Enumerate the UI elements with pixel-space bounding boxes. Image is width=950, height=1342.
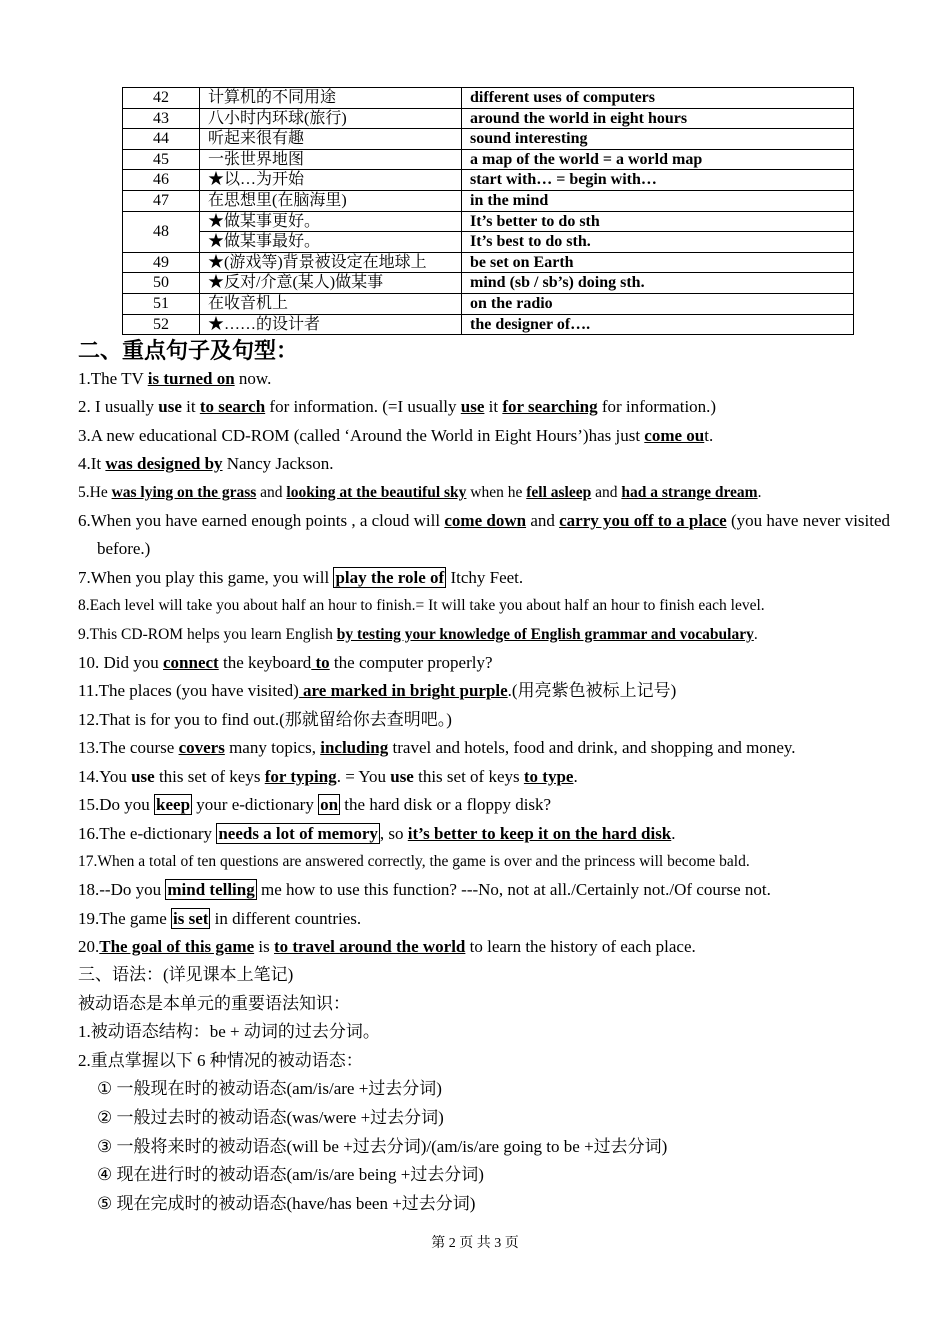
- sentence-text: 5.He: [78, 483, 112, 501]
- list-item: [78, 479, 913, 507]
- list-item: [78, 564, 913, 592]
- grammar-section: [78, 961, 913, 1218]
- table-row: [123, 252, 854, 273]
- sentence-text: 16.The e-dictionary: [78, 823, 217, 843]
- sentence-text: 1.The TV: [78, 369, 148, 388]
- key-word: use: [390, 766, 414, 786]
- sentence-text: is: [254, 937, 274, 957]
- key-phrase: looking at the beautiful sky: [286, 483, 467, 501]
- key-phrase: for typing: [264, 766, 337, 786]
- boxed-phrase: needs a lot of memory: [218, 823, 378, 843]
- sentence-text: the hard disk or a floppy disk?: [340, 795, 552, 815]
- list-item: [78, 933, 913, 961]
- sentence-text: 13.The course: [78, 738, 179, 758]
- sentence-text: t.: [704, 425, 714, 445]
- key-phrase: to search: [199, 397, 266, 417]
- table-row: [123, 149, 854, 170]
- sentence-text: (you have never visited before.): [97, 511, 891, 559]
- boxed-phrase: mind telling: [167, 880, 255, 900]
- sentence-text: it: [181, 397, 200, 417]
- sentence-text: for information. (=I usually: [265, 397, 461, 417]
- key-phrase: it’s better to keep it on the hard disk: [407, 823, 672, 843]
- row-number: 49: [123, 252, 200, 273]
- sentence-text: to learn the history of each place.: [465, 937, 696, 957]
- sentence-text: Itchy Feet.: [446, 567, 524, 587]
- chinese-phrase: ★(游戏等)背景被设定在地球上: [200, 252, 462, 273]
- row-number: 52: [123, 314, 200, 335]
- sentence-text: .(用亮紫色被标上记号): [507, 681, 677, 701]
- row-number: 46: [123, 170, 200, 191]
- vocab-table: [122, 87, 854, 335]
- english-phrase: be set on Earth: [462, 252, 854, 273]
- table-row: [123, 190, 854, 211]
- table-row: [123, 170, 854, 191]
- sentence-text: .: [753, 625, 758, 643]
- key-phrase: is turned on: [147, 369, 235, 388]
- list-item: [78, 393, 913, 421]
- boxed-phrase: on: [320, 795, 339, 815]
- key-sentences-list: [78, 365, 913, 962]
- sentence-text: 18.--Do you: [78, 880, 166, 900]
- key-phrase: including: [320, 738, 389, 758]
- boxed-phrase: play the role of: [335, 567, 445, 587]
- key-word: use: [131, 766, 155, 786]
- sentence-text: 11.The places (you have visited): [78, 681, 299, 701]
- list-item: [78, 905, 913, 933]
- key-phrase: come ou: [644, 425, 705, 445]
- row-number: 45: [123, 149, 200, 170]
- sentence-text: for information.): [597, 397, 717, 417]
- row-number: 44: [123, 129, 200, 150]
- table-row: [123, 211, 854, 232]
- key-phrase: connect: [163, 653, 219, 673]
- list-item: [78, 763, 913, 791]
- list-item: [78, 876, 913, 904]
- chinese-phrase: 听起来很有趣: [200, 129, 462, 150]
- sentence-text: .: [573, 766, 578, 786]
- key-phrase: come down: [444, 511, 527, 531]
- sentence-text: 2. I usually: [78, 397, 159, 417]
- list-item: [78, 507, 913, 564]
- key-phrase: use: [460, 397, 485, 417]
- section-heading: 二、重点句子及句型：: [78, 338, 299, 364]
- list-item: [78, 734, 913, 762]
- sentence-text: travel and hotels, food and drink, and shopping and money.: [388, 738, 796, 758]
- sentence-text: 10. Did you: [78, 653, 163, 673]
- chinese-phrase: ★做某事最好。: [200, 232, 462, 253]
- sentence-text: many topics,: [224, 738, 321, 758]
- row-number: 43: [123, 108, 200, 129]
- key-phrase: was designed by: [105, 454, 223, 474]
- key-phrase: was lying on the grass: [111, 483, 257, 501]
- english-phrase: on the radio: [462, 293, 854, 314]
- grammar-heading: 三、语法：(详见课本上笔记): [78, 965, 294, 984]
- boxed-phrase: is set: [173, 908, 209, 928]
- sentence-text: .: [757, 483, 762, 501]
- row-number: 51: [123, 293, 200, 314]
- sentence-text: . = You: [336, 766, 391, 786]
- sentence-text: and: [526, 511, 560, 531]
- table-row: [123, 232, 854, 253]
- key-phrase: fell asleep: [526, 483, 592, 501]
- key-phrase: had a strange dream: [621, 483, 758, 501]
- list-item: 8.Each level will take you about half an hour to finish.= It will take you about half an hour to finish each level.: [78, 597, 765, 615]
- grammar-point: 1.被动语态结构：be + 动词的过去分词。: [78, 1022, 380, 1042]
- sentence-text: and: [256, 483, 287, 501]
- sentence-text: 6.When you have earned enough points , a cloud will: [78, 511, 445, 531]
- sentence-text: 3.A new educational CD-ROM (called ‘Around the World in Eight Hours’)has just: [78, 425, 645, 445]
- sentence-text: the keyboard: [218, 653, 312, 673]
- table-row: [123, 108, 854, 129]
- sentence-text: now.: [234, 369, 272, 388]
- row-number: 48: [123, 211, 200, 252]
- chinese-phrase: 计算机的不同用途: [200, 88, 462, 109]
- english-phrase: start with… = begin with…: [462, 170, 854, 191]
- grammar-item: ③ 一般将来时的被动语态(will be +过去分词)/(am/is/are going to be +过去分词): [97, 1136, 668, 1156]
- chinese-phrase: ★反对/介意(某人)做某事: [200, 273, 462, 294]
- list-item: 17.When a total of ten questions are answered correctly, the game is over and the princess will become bald.: [78, 852, 750, 870]
- english-phrase: the designer of….: [462, 314, 854, 335]
- english-phrase: sound interesting: [462, 129, 854, 150]
- key-word: use: [158, 397, 182, 417]
- list-item: [78, 791, 913, 819]
- list-item: [78, 365, 913, 393]
- sentence-text: 9.This CD-ROM helps you learn English: [78, 625, 337, 643]
- chinese-phrase: ★以…为开始: [200, 170, 462, 191]
- sentence-text: and: [591, 483, 622, 501]
- chinese-phrase: 在思想里(在脑海里): [200, 190, 462, 211]
- sentence-text: this set of keys: [154, 766, 265, 786]
- english-phrase: It’s better to do sth: [462, 211, 854, 232]
- list-item: [78, 820, 913, 848]
- chinese-phrase: 一张世界地图: [200, 149, 462, 170]
- sentence-text: 20.: [78, 937, 100, 957]
- key-phrase: to: [311, 653, 330, 673]
- row-number: 50: [123, 273, 200, 294]
- sentence-text: 14.You: [78, 766, 132, 786]
- grammar-item: ② 一般过去时的被动语态(was/were +过去分词): [97, 1107, 444, 1127]
- key-phrase: are marked in bright purple: [298, 681, 508, 701]
- sentence-text: in different countries.: [210, 908, 362, 928]
- sentence-text: , so: [379, 823, 408, 843]
- english-phrase: around the world in eight hours: [462, 108, 854, 129]
- key-phrase: to type: [523, 766, 574, 786]
- page-footer: 第 2 页 共 3 页: [431, 1236, 519, 1251]
- english-phrase: It’s best to do sth.: [462, 232, 854, 253]
- key-phrase: for searching: [502, 397, 598, 417]
- table-row: [123, 88, 854, 109]
- chinese-phrase: ★做某事更好。: [200, 211, 462, 232]
- table-row: [123, 293, 854, 314]
- key-phrase: covers: [178, 738, 225, 758]
- english-phrase: in the mind: [462, 190, 854, 211]
- key-phrase: by testing your knowledge of English grammar and vocabulary: [336, 625, 754, 643]
- list-item: 12.That is for you to find out.(那就留给你去查明吧。): [78, 709, 452, 729]
- list-item: [78, 422, 913, 450]
- sentence-text: this set of keys: [413, 766, 524, 786]
- grammar-item: ④ 现在进行时的被动语态(am/is/are being +过去分词): [97, 1165, 484, 1185]
- key-phrase: The goal of this game: [99, 937, 255, 957]
- english-phrase: a map of the world = a world map: [462, 149, 854, 170]
- grammar-intro: 被动语态是本单元的重要语法知识：: [78, 993, 350, 1013]
- sentence-text: 19.The game: [78, 908, 171, 928]
- chinese-phrase: 在收音机上: [200, 293, 462, 314]
- sentence-text: the computer properly?: [329, 653, 493, 673]
- list-item: [78, 677, 913, 705]
- key-phrase: to travel around the world: [273, 937, 466, 957]
- list-item: [78, 450, 913, 478]
- sentence-text: it: [484, 397, 503, 417]
- english-phrase: different uses of computers: [462, 88, 854, 109]
- row-number: 42: [123, 88, 200, 109]
- chinese-phrase: ★……的设计者: [200, 314, 462, 335]
- key-phrase: carry you off to a place: [559, 511, 727, 531]
- english-phrase: mind (sb / sb’s) doing sth.: [462, 273, 854, 294]
- sentence-text: your e-dictionary: [192, 795, 319, 815]
- sentence-text: 15.Do you: [78, 795, 155, 815]
- sentence-text: 7.When you play this game, you will: [78, 567, 334, 587]
- chinese-phrase: 八小时内环球(旅行): [200, 108, 462, 129]
- sentence-text: 4.It: [78, 454, 106, 474]
- boxed-phrase: keep: [156, 795, 191, 815]
- sentence-text: .: [671, 823, 676, 843]
- table-row: [123, 273, 854, 294]
- grammar-item: ① 一般现在时的被动语态(am/is/are +过去分词): [97, 1079, 442, 1099]
- sentence-text: when he: [466, 483, 527, 501]
- grammar-point: 2.重点掌握以下 6 种情况的被动语态：: [78, 1050, 363, 1070]
- list-item: [78, 621, 913, 649]
- sentence-text: me how to use this function? ---No, not at all./Certainly not./Of course not.: [256, 880, 771, 900]
- row-number: 47: [123, 190, 200, 211]
- sentence-text: Nancy Jackson.: [222, 454, 334, 474]
- table-row: [123, 314, 854, 335]
- grammar-item: ⑤ 现在完成时的被动语态(have/has been +过去分词): [97, 1193, 476, 1213]
- list-item: [78, 649, 913, 677]
- table-row: [123, 129, 854, 150]
